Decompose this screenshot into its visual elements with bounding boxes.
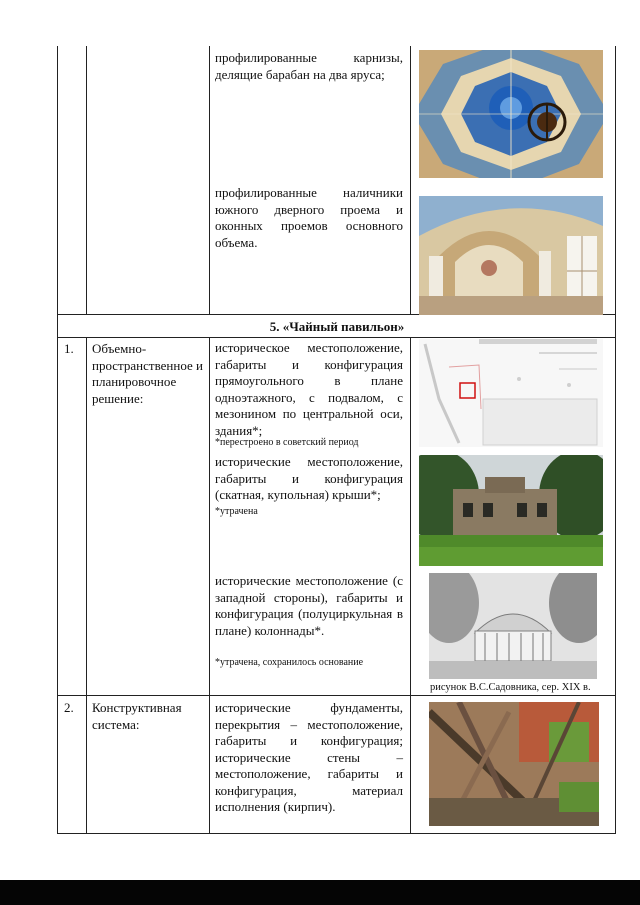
table-border-right (615, 46, 616, 834)
photo-dome-interior (419, 50, 603, 178)
row-1-text-roof: исторические местоположение, габариты и конфигурация (скатная, купольная) крыши*; (215, 454, 403, 502)
table-col-divider-1b (86, 337, 87, 834)
scan-bottom-strip (0, 880, 640, 905)
photo-collapsed-interior (429, 702, 599, 826)
photo-arch-interior (419, 196, 603, 315)
row-1-text-colonnade: исторические местоположение (с западной стороны), габариты и конфигурация (полуциркульная в плане) колоннады*. (215, 573, 403, 638)
site-plan-map (419, 339, 603, 447)
table-border-left (57, 46, 58, 834)
table-col-divider-3b (410, 337, 411, 834)
photo-pavilion-ruin (419, 455, 603, 566)
table-col-divider-3 (410, 46, 411, 314)
table-hline-2 (57, 337, 616, 338)
row-2-label: Конструктивная система: (92, 700, 182, 732)
table-col-divider-2b (209, 337, 210, 834)
table-col-divider-1 (86, 46, 87, 314)
row-2-text: исторические фундаменты, перекрытия – местоположение, габариты и конфигурация; исторические стены – местоположение, габариты и конфигурация, материал исполнения (кирпич). (215, 700, 403, 814)
section-title: 5. «Чайный павильон» (269, 319, 405, 334)
table-hline-bottom (57, 833, 616, 834)
drawing-caption: рисунок В.С.Садовника, сер. XIX в. (430, 682, 591, 693)
row-1-text-building: историческое местоположение, габариты и конфигурация прямоугольного в плане одноэтажного, с подвалом, с мезонином по центральной оси, здания*; (215, 340, 403, 438)
row-2-number: 2. (64, 700, 74, 715)
cont-text-surrounds: профилированные наличники южного дверного проема и оконных проемов основного объема. (215, 185, 403, 250)
row-1-note-roof: *утрачена (215, 506, 258, 517)
row-1-label: Объемно-пространственное и планировочное решение: (92, 341, 203, 406)
historical-drawing (429, 573, 597, 679)
table-hline-3 (57, 695, 616, 696)
row-1-note-colonnade: *утрачена, сохранилось основание (215, 657, 364, 668)
row-1-number: 1. (64, 341, 74, 356)
cont-text-cornices: профилированные карнизы, делящие барабан на два яруса; (215, 50, 403, 82)
row-1-note-building: *перестроено в советский период (215, 437, 359, 448)
table-col-divider-2 (209, 46, 210, 314)
